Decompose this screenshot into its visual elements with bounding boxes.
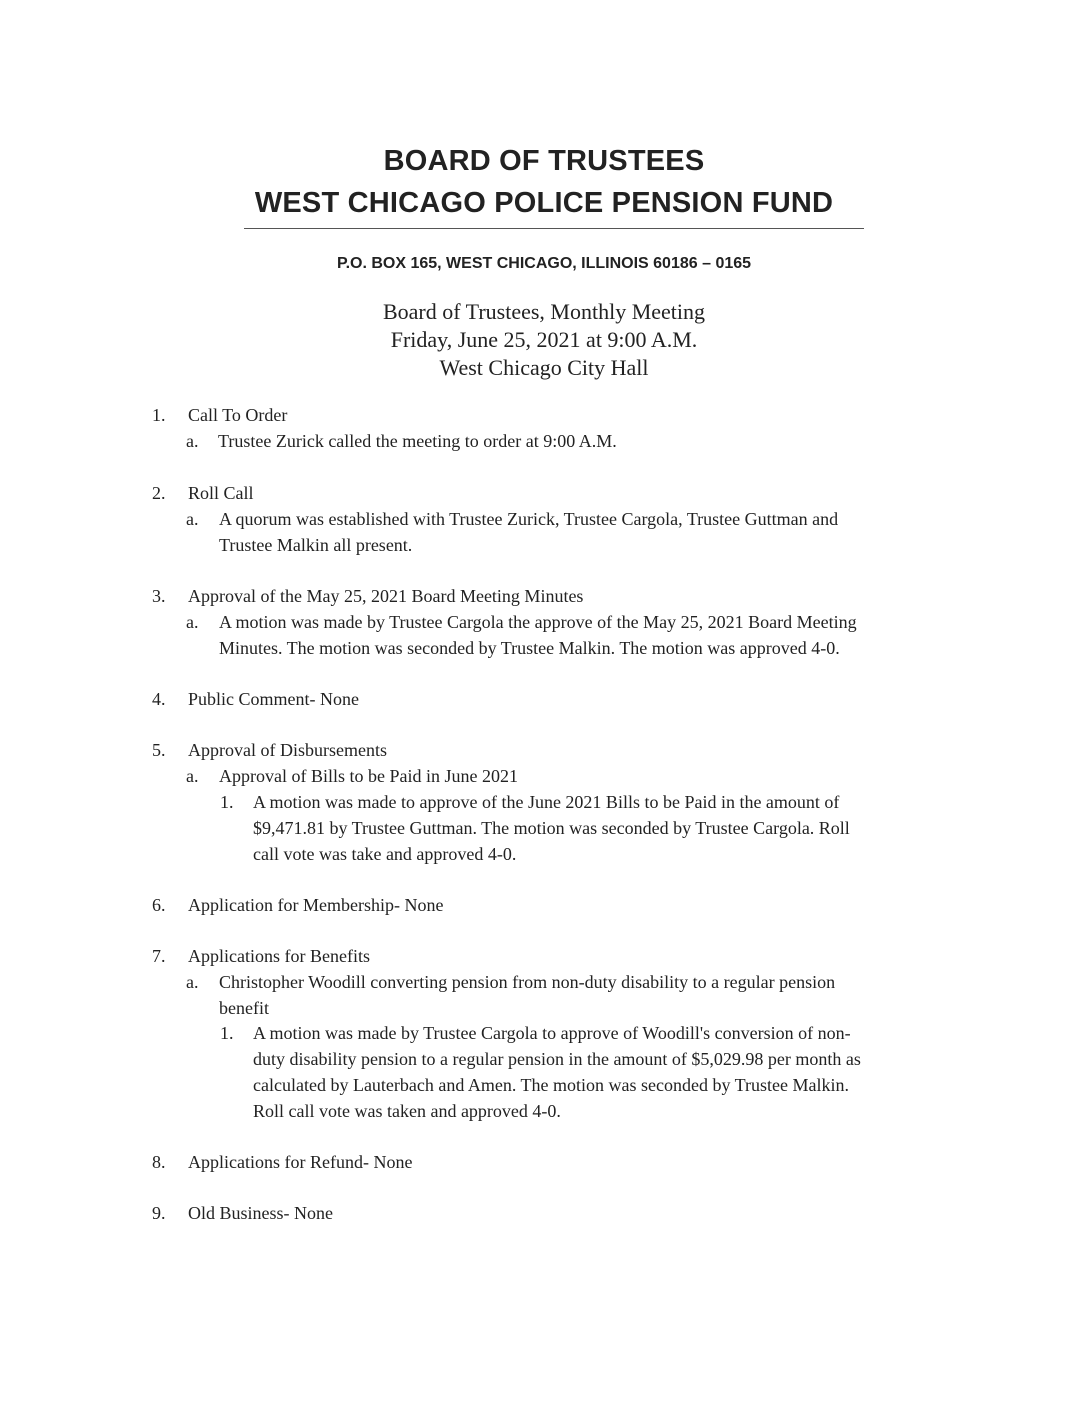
title-line-2: WEST CHICAGO POLICE PENSION FUND — [254, 187, 834, 219]
item-number: 7. — [152, 946, 166, 966]
sub-text: Christopher Woodill converting pension from non-duty disability to a regular pension — [219, 972, 836, 992]
item-number: 4. — [152, 689, 166, 709]
sub-text: A quorum was established with Trustee Zurick, Trustee Cargola, Trustee Guttman and — [219, 509, 839, 529]
item-title: Roll Call — [188, 483, 254, 503]
sub-text: Trustee Zurick called the meeting to order at 9:00 A.M. — [218, 431, 617, 451]
sub-sub-text: A motion was made to approve of the June 2021 Bills to be Paid in the amount of — [253, 792, 840, 812]
sub-label: a. — [186, 509, 199, 529]
sub-label: a. — [186, 766, 199, 786]
sub-sub-text: calculated by Lauterbach and Amen. The motion was seconded by Trustee Malkin. — [253, 1075, 850, 1095]
sub-label: a. — [186, 972, 199, 992]
sub-sub-label: 1. — [220, 1023, 234, 1043]
meeting-title: Board of Trustees, Monthly Meeting — [382, 299, 706, 324]
item-number: 5. — [152, 740, 166, 760]
meeting-location: West Chicago City Hall — [439, 355, 649, 380]
item-number: 1. — [152, 405, 166, 425]
sub-sub-label: 1. — [220, 792, 234, 812]
item-number: 2. — [152, 483, 166, 503]
item-title: Applications for Refund- None — [188, 1152, 413, 1172]
item-number: 6. — [152, 895, 166, 915]
item-title: Application for Membership- None — [188, 895, 444, 915]
header-divider — [244, 228, 864, 229]
item-title: Old Business- None — [188, 1203, 333, 1223]
sub-text: Trustee Malkin all present. — [219, 535, 413, 555]
meeting-date: Friday, June 25, 2021 at 9:00 A.M. — [390, 327, 698, 352]
sub-text: benefit — [219, 998, 269, 1018]
item-title: Public Comment- None — [188, 689, 359, 709]
sub-sub-text: duty disability pension to a regular pension in the amount of $5,029.98 per month as — [253, 1049, 861, 1069]
item-number: 3. — [152, 586, 166, 606]
address-line: P.O. BOX 165, WEST CHICAGO, ILLINOIS 60186 – 0165 — [336, 255, 752, 272]
item-title: Approval of the May 25, 2021 Board Meeting Minutes — [188, 586, 584, 606]
sub-sub-text: call vote was take and approved 4-0. — [253, 844, 517, 864]
item-title: Applications for Benefits — [188, 946, 370, 966]
sub-sub-text: Roll call vote was taken and approved 4-0. — [253, 1101, 561, 1121]
title-line-1: BOARD OF TRUSTEES — [383, 145, 705, 177]
sub-sub-text: A motion was made by Trustee Cargola to approve of Woodill's conversion of non- — [253, 1023, 851, 1043]
sub-text: A motion was made by Trustee Cargola the approve of the May 25, 2021 Board Meeting — [219, 612, 857, 632]
sub-label: a. — [186, 612, 199, 632]
item-title: Approval of Disbursements — [188, 740, 387, 760]
sub-sub-text: $9,471.81 by Trustee Guttman. The motion was seconded by Trustee Cargola. Roll — [253, 818, 850, 838]
meeting-info — [0, 298, 1088, 382]
sub-label: a. — [186, 431, 199, 451]
item-number: 8. — [152, 1152, 166, 1172]
sub-text: Minutes. The motion was seconded by Trustee Malkin. The motion was approved 4-0. — [219, 638, 840, 658]
sub-text: Approval of Bills to be Paid in June 2021 — [219, 766, 518, 786]
item-number: 9. — [152, 1203, 166, 1223]
item-title: Call To Order — [188, 405, 288, 425]
document-header — [0, 140, 1088, 224]
